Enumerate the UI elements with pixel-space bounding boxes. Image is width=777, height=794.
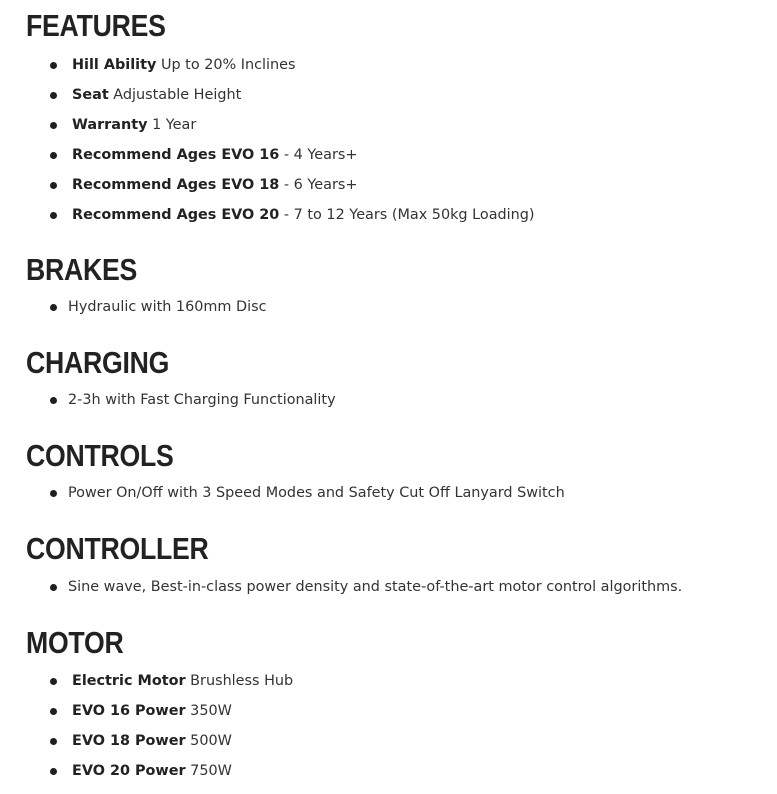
list-item-text: 2-3h with Fast Charging Functionality [68, 392, 336, 408]
spec-label: Recommend Ages EVO 18 [72, 177, 280, 193]
spec-value: Brushless Hub [190, 673, 294, 689]
bullet-icon [50, 92, 57, 99]
spec-label: EVO 16 Power [72, 703, 186, 719]
spec-value: - 7 to 12 Years (Max 50kg Loading) [283, 207, 535, 223]
list-item [0, 756, 777, 786]
spec-value: - 4 Years+ [283, 147, 358, 163]
list-item [0, 696, 777, 726]
spec-value: 350W [190, 703, 232, 719]
spec-label: Seat [72, 87, 109, 103]
list-item [0, 50, 777, 80]
bullet-icon [50, 397, 57, 404]
spec-value: Up to 20% Inclines [160, 57, 296, 73]
list-item [0, 385, 777, 415]
list-item-text: Power On/Off with 3 Speed Modes and Safety Cut Off Lanyard Switch [68, 485, 565, 501]
spec-value: 750W [190, 763, 232, 779]
list-item [0, 200, 777, 230]
spec-label: Hill Ability [72, 57, 157, 73]
bullet-icon [50, 122, 57, 129]
spec-label: Recommend Ages EVO 16 [72, 147, 280, 163]
list-item [0, 140, 777, 170]
bullet-icon [50, 304, 57, 311]
brakes-heading: BRAKES [26, 252, 138, 287]
spec-label: Electric Motor [72, 673, 186, 689]
spec-label: Recommend Ages EVO 20 [72, 207, 280, 223]
list-item [0, 292, 777, 322]
spec-value: - 6 Years+ [283, 177, 358, 193]
controls-list [0, 478, 777, 508]
bullet-icon [50, 212, 57, 219]
spec-label: Warranty [72, 117, 148, 133]
charging-list [0, 385, 777, 415]
list-item [0, 478, 777, 508]
list-item-text: Sine wave, Best-in-class power density and state-of-the-art motor control algorithms. [68, 579, 683, 595]
list-item [0, 572, 777, 602]
motor-list [0, 666, 777, 786]
list-item-text: Hydraulic with 160mm Disc [68, 299, 267, 315]
controller-list [0, 572, 777, 602]
controls-heading: CONTROLS [26, 438, 174, 473]
list-item [0, 666, 777, 696]
bullet-icon [50, 182, 57, 189]
brakes-list [0, 292, 777, 322]
list-item [0, 726, 777, 756]
spec-value: Adjustable Height [113, 87, 242, 103]
bullet-icon [50, 738, 57, 745]
list-item [0, 110, 777, 140]
list-item [0, 170, 777, 200]
list-item [0, 80, 777, 110]
spec-label: EVO 18 Power [72, 733, 186, 749]
features-heading: FEATURES [26, 8, 166, 43]
bullet-icon [50, 678, 57, 685]
bullet-icon [50, 768, 57, 775]
features-list [0, 50, 777, 230]
bullet-icon [50, 490, 57, 497]
spec-value: 500W [190, 733, 232, 749]
bullet-icon [50, 708, 57, 715]
spec-label: EVO 20 Power [72, 763, 186, 779]
spec-value: 1 Year [152, 117, 197, 133]
controller-heading: CONTROLLER [26, 531, 209, 566]
motor-heading: MOTOR [26, 625, 124, 660]
charging-heading: CHARGING [26, 345, 170, 380]
bullet-icon [50, 152, 57, 159]
bullet-icon [50, 62, 57, 69]
bullet-icon [50, 584, 57, 591]
